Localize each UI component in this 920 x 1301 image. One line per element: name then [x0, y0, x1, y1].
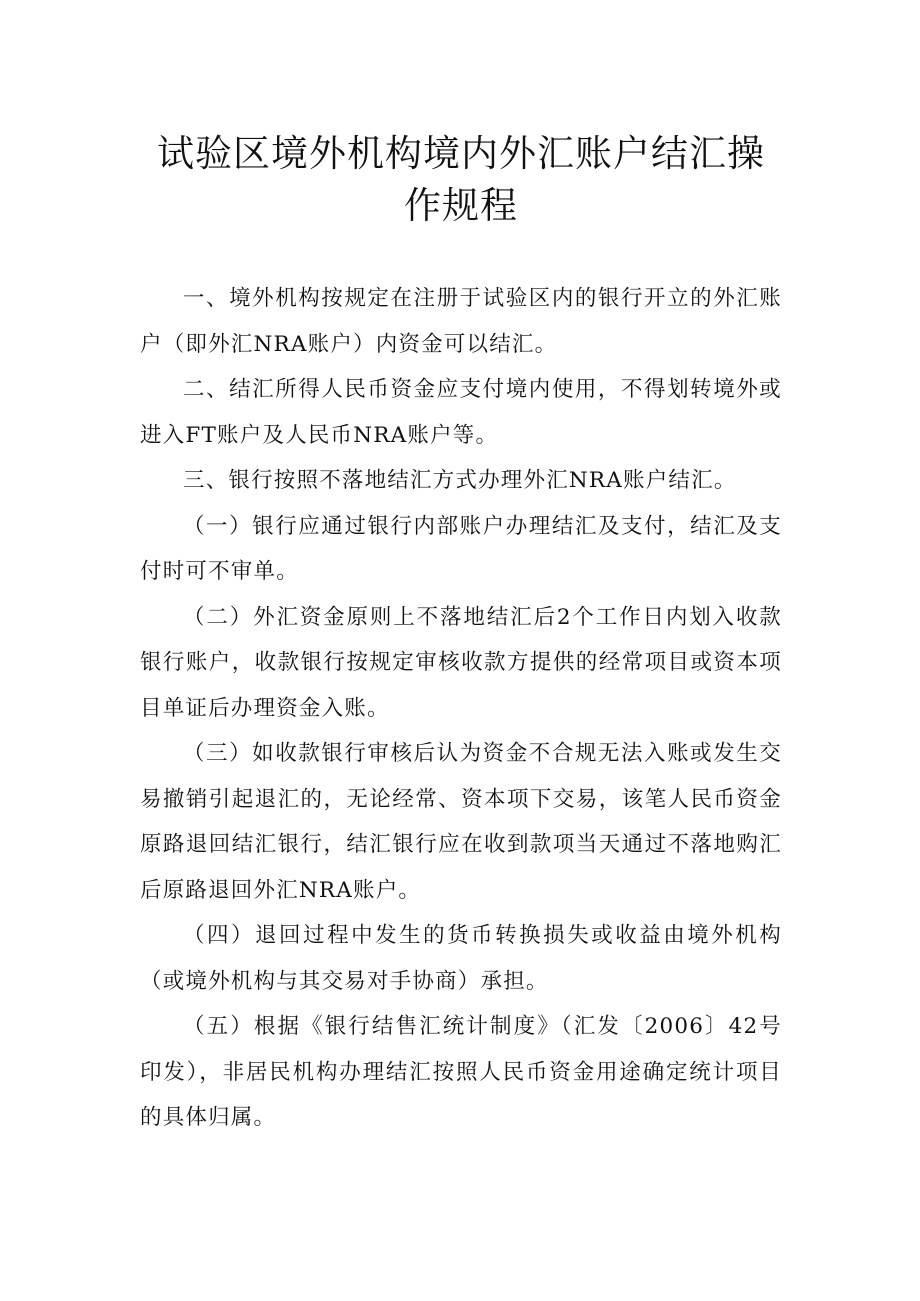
- document-body: [140, 276, 782, 1141]
- paragraph-3-1: （一）银行应通过银行内部账户办理结汇及支付，结汇及支付时可不审单。: [140, 513, 782, 584]
- paragraph-1: 一、境外机构按规定在注册于试验区内的银行开立的外汇账户（即外汇NRA账户）内资金可以结汇。: [140, 286, 782, 357]
- paragraph-2: 二、结汇所得人民币资金应支付境内使用，不得划转境外或进入FT账户及人民币NRA账户等。: [140, 377, 782, 448]
- paragraph-3-3: （三）如收款银行审核后认为资金不合规无法入账或发生交易撤销引起退汇的，无论经常、资本项下交易，该笔人民币资金原路退回结汇银行，结汇银行应在收到款项当天通过不落地购汇后原路退回外汇NRA账户。: [140, 741, 782, 903]
- document-title: 试验区境外机构境内外汇账户结汇操作规程: [157, 132, 765, 227]
- paragraph-3: 三、银行按照不落地结汇方式办理外汇NRA账户结汇。: [183, 468, 737, 493]
- paragraph-3-2: （二）外汇资金原则上不落地结汇后2个工作日内划入收款银行账户，收款银行按规定审核收款方提供的经常项目或资本项目单证后办理资金入账。: [140, 604, 782, 721]
- paragraph-3-5: （五）根据《银行结售汇统计制度》（汇发〔2006〕42号印发），非居民机构办理结汇按照人民币资金用途确定统计项目的具体归属。: [140, 1014, 782, 1130]
- paragraph-3-4: （四）退回过程中发生的货币转换损失或收益由境外机构（或境外机构与其交易对手协商）承担。: [140, 923, 782, 994]
